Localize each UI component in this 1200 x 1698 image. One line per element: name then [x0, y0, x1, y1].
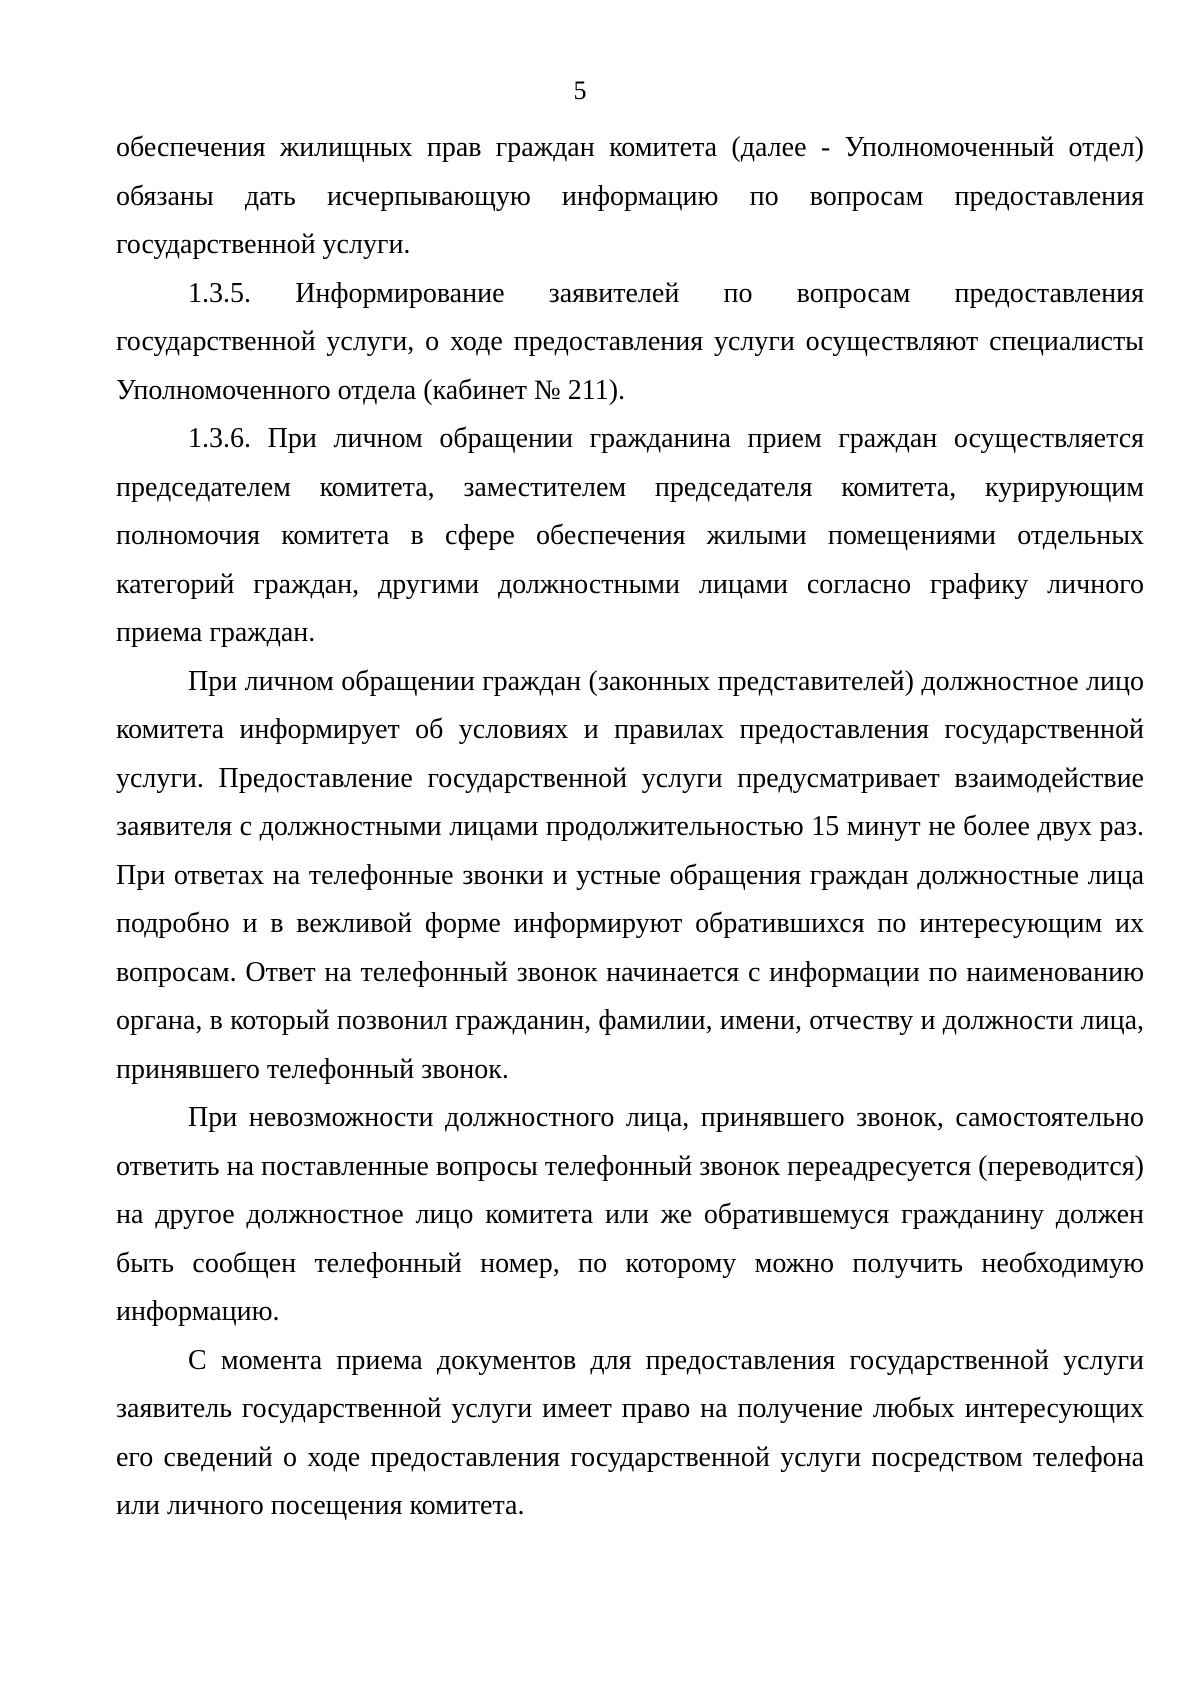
paragraph-continuation: обеспечения жилищных прав граждан комитета (далее - Уполномоченный отдел) обязаны дать исчерпывающую информацию по вопросам предоставления государственной услуги.	[116, 132, 1144, 260]
paragraph-call-redirect: При невозможности должностного лица, принявшего звонок, самостоятельно ответить на поставленные вопросы телефонный звонок переадресуется (переводится) на другое должностное лицо комитета или же обратившемуся гражданину должен быть сообщен телефонный номер, по которому можно получить необходимую информацию.	[116, 1102, 1144, 1327]
paragraph-document-acceptance: С момента приема документов для предоставления государственной услуги заявитель государственной услуги имеет право на получение любых интересующих его сведений о ходе предоставления государственной услуги посредством телефона или личного посещения комитета.	[116, 1344, 1144, 1521]
paragraph-1-3-6: 1.3.6. При личном обращении гражданина прием граждан осуществляется председателем комитета, заместителем председателя комитета, курирующим полномочия комитета в сфере обеспечения жилыми помещениями отдельных категорий граждан, другими должностными лицами согласно графику личного приема граждан.	[116, 423, 1144, 648]
document-body	[116, 124, 1144, 1531]
paragraph-personal-appeal: При личном обращении граждан (законных представителей) должностное лицо комитета информирует об условиях и правилах предоставления государственной услуги. Предоставление государственной услуги предусматривает взаимодействие заявителя с должностными лицами продолжительностью 15 минут не более двух раз. При ответах на телефонные звонки и устные обращения граждан должностные лица подробно и в вежливой форме информируют обратившихся по интересующим их вопросам. Ответ на телефонный звонок начинается с информации по наименованию органа, в который позвонил гражданин, фамилии, имени, отчеству и должности лица, принявшего телефонный звонок.	[116, 665, 1144, 1085]
page-number: 5	[573, 76, 587, 105]
paragraph-1-3-5: 1.3.5. Информирование заявителей по вопросам предоставления государственной услуги, о ходе предоставления услуги осуществляют специалисты Уполномоченного отдела (кабинет № 211).	[116, 277, 1144, 406]
